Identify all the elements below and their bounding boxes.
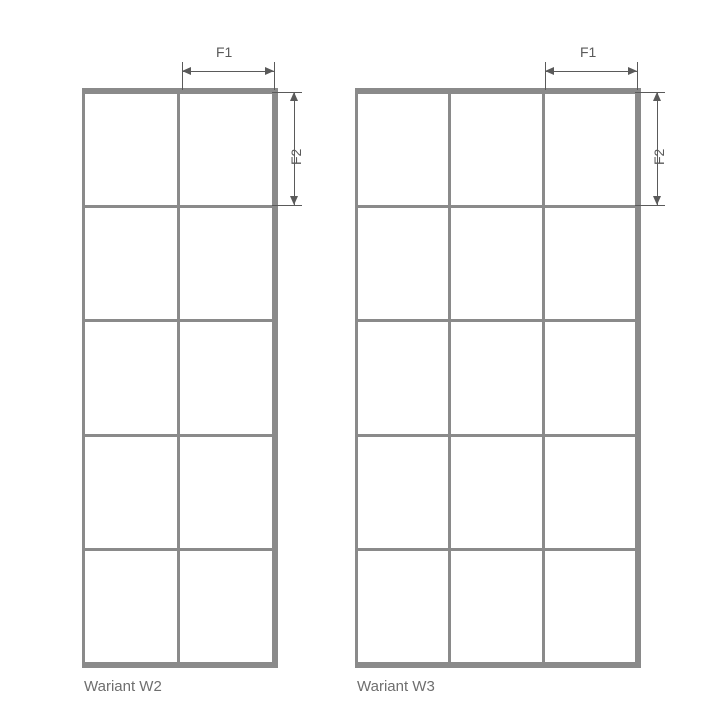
pane-grid-w2 [82,88,278,668]
pane [180,94,272,205]
pane [85,94,177,205]
pane [85,551,177,662]
arrow-down-icon [653,196,661,205]
extension-line [635,205,665,206]
variant-caption-w2: Wariant W2 [84,678,162,695]
pane [545,437,635,548]
pane [85,208,177,319]
dimension-line-f1-w3 [545,71,637,72]
extension-line [272,205,302,206]
pane [545,551,635,662]
arrow-down-icon [290,196,298,205]
arrow-right-icon [628,67,637,75]
pane [358,208,448,319]
pane [358,94,448,205]
pane [358,322,448,433]
arrow-left-icon [182,67,191,75]
pane [180,551,272,662]
arrow-left-icon [545,67,554,75]
pane [358,551,448,662]
variant-caption-w3: Wariant W3 [357,678,435,695]
extension-line [274,62,275,90]
arrow-up-icon [653,92,661,101]
pane [180,322,272,433]
pane [180,437,272,548]
pane [451,551,541,662]
pane-grid-w3 [355,88,641,668]
arrow-right-icon [265,67,274,75]
dimension-line-f1-w2 [182,71,274,72]
pane [180,208,272,319]
pane [451,322,541,433]
pane [451,208,541,319]
variant-w3 [355,88,641,668]
arrow-up-icon [290,92,298,101]
extension-line [637,62,638,90]
pane [358,437,448,548]
dimension-label-f2-w2: F2 [288,148,304,165]
pane [545,322,635,433]
pane [545,94,635,205]
pane [85,437,177,548]
dimension-label-f1-w3: F1 [580,44,597,60]
dimension-label-f2-w3: F2 [651,148,667,165]
pane [545,208,635,319]
pane [451,437,541,548]
dimension-label-f1-w2: F1 [216,44,233,60]
pane [451,94,541,205]
variant-w2 [82,88,278,668]
pane [85,322,177,433]
